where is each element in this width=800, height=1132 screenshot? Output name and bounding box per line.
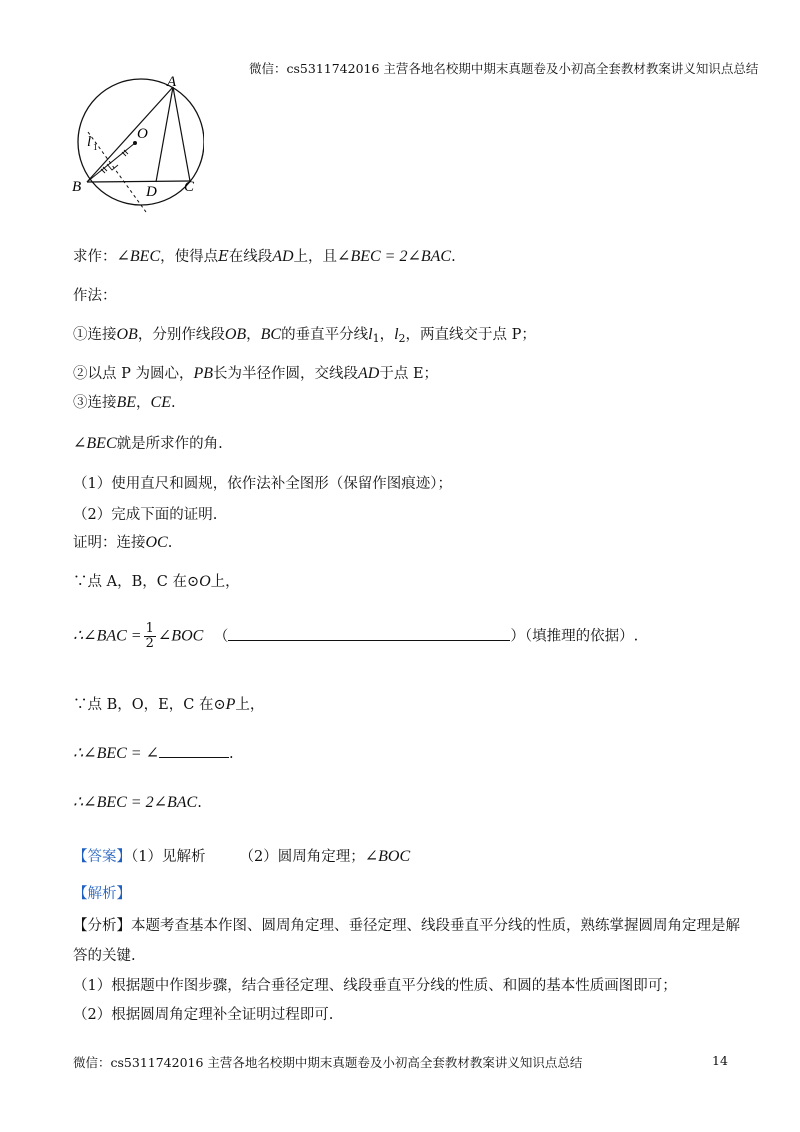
page-footer: 微信：cs5311742016 主营各地名校期中期末真题卷及小初高全套教材教案讲义知识点总结 — [73, 1055, 583, 1070]
label-l1: l — [87, 134, 92, 150]
label-l1-subscript: 1 — [93, 142, 98, 152]
task-statement: 求作：∠BEC，使得点E在线段AD上，且∠BEC = 2∠BAC. — [73, 248, 456, 265]
question-1: （1）使用直尺和圆规，依作法补全图形（保留作图痕迹）； — [73, 476, 452, 492]
analysis-line-2: 答的关键. — [73, 948, 136, 964]
method-conclusion: ∠BEC就是所求作的角. — [73, 435, 223, 452]
segment-ac — [173, 87, 190, 181]
page-number: 14 — [712, 1053, 728, 1068]
method-step-1: ①连接OB，分别作线段OB，BC的垂直平分线$l_1$，$l_2$，两直线交于点 P； — [73, 326, 536, 345]
analysis-line-4: （2）根据圆周角定理补全证明过程即可. — [73, 1007, 334, 1023]
reason-blank[interactable] — [228, 640, 510, 641]
segment-ab — [87, 87, 173, 182]
label-b: B — [72, 179, 82, 195]
page-header: 微信：cs5311742016 主营各地名校期中期末真题卷及小初高全套教材教案讲义知识点总结 — [249, 61, 759, 76]
proof-line-4: ∴∠BEC = ∠ . — [73, 745, 234, 762]
proof-line-2: ∴∠BAC = $\frac{1}{2}$ ∠BOC （ ）（填推理的依据）. — [73, 621, 639, 651]
analysis-line-1: 【分析】本题考查基本作图、圆周角定理、垂径定理、线段垂直平分线的性质，熟练掌握圆周角定理是解 — [73, 918, 740, 934]
segment-ad — [156, 87, 173, 182]
angle-blank[interactable] — [159, 757, 229, 758]
answer-tag: 【答案】 — [73, 849, 131, 865]
circle-figure — [64, 74, 204, 224]
proof-intro: 证明：连接OC. — [73, 534, 173, 551]
proof-line-5: ∴∠BEC = 2∠BAC. — [73, 794, 202, 811]
label-a: A — [167, 74, 177, 90]
question-2: （2）完成下面的证明. — [73, 507, 218, 523]
answer-line: 【答案】（1）见解析 （2）圆周角定理；∠BOC — [73, 848, 411, 865]
proof-line-3: ∵点 B，O，E，C 在⊙P上， — [73, 696, 265, 713]
label-c: C — [184, 179, 195, 195]
label-o: O — [137, 126, 148, 142]
method-step-3: ③连接BE，CE. — [73, 394, 176, 411]
proof-line-1: ∵点 A，B，C 在⊙O上， — [73, 573, 240, 590]
tick-mark — [122, 152, 126, 156]
analysis-tag: 【解析】 — [73, 886, 131, 902]
label-d: D — [146, 184, 157, 200]
method-title: 作法： — [73, 288, 117, 304]
analysis-line-3: （1）根据题中作图步骤，结合垂径定理、线段垂直平分线的性质、和圆的基本性质画图即可； — [73, 978, 677, 994]
segment-bc — [87, 181, 190, 182]
method-step-2: ②以点 P 为圆心，PB长为半径作圆，交线段AD于点 E； — [73, 365, 439, 382]
fraction-one-half: $\frac{1}{2}$ — [145, 621, 154, 651]
